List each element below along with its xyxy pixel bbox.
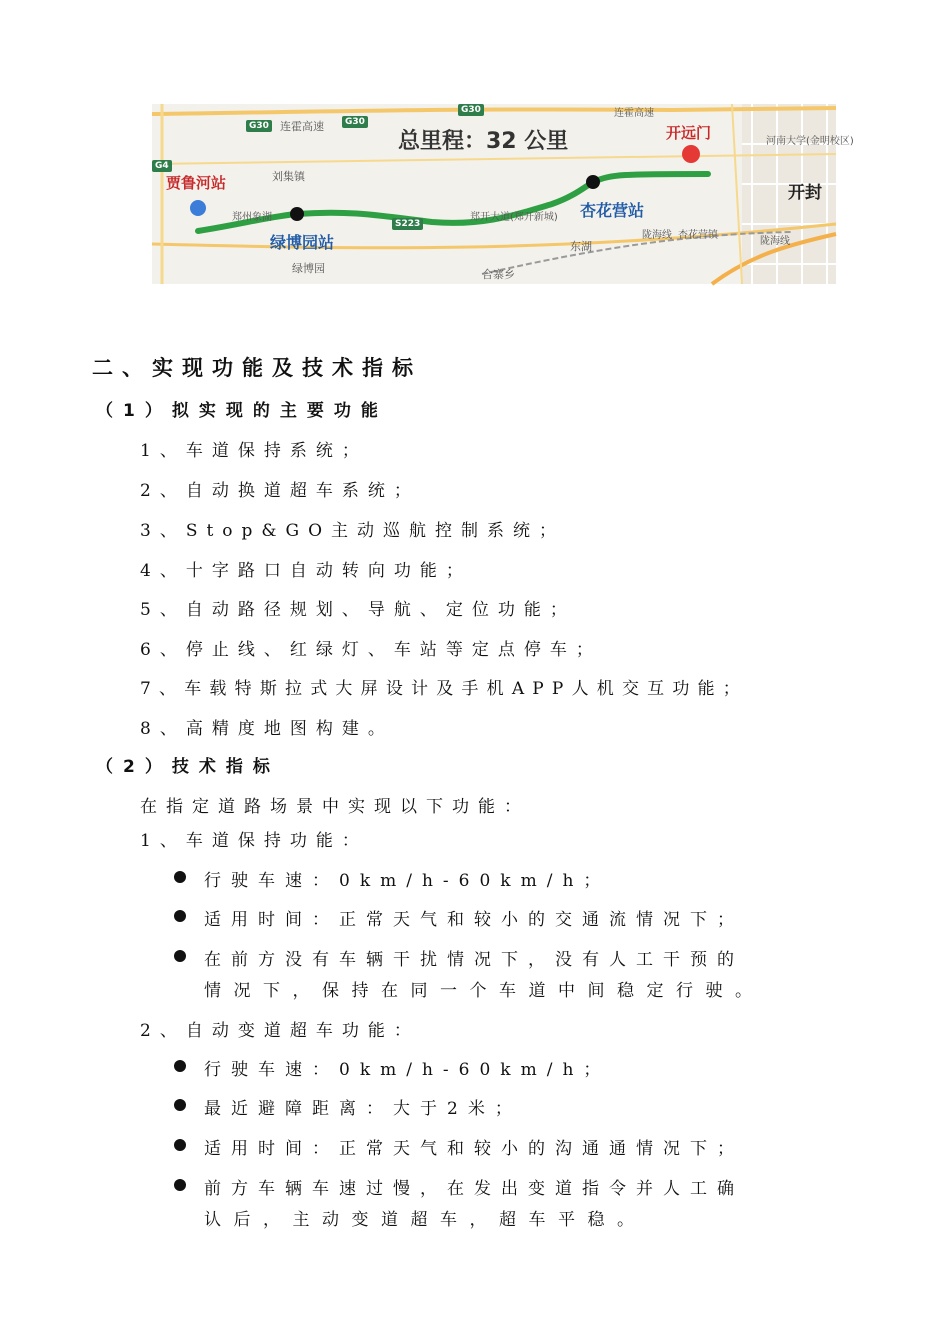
bullet-icon: [174, 950, 186, 962]
bullet-icon: [174, 871, 186, 883]
shield-g30-2: G30: [342, 116, 368, 128]
road-lianhuo-2: 连霍高速: [614, 108, 654, 119]
place-xinghuaying-town: 杏花营镇: [678, 230, 718, 241]
function-item-7: 7、车载特斯拉式大屏设计及手机APP人机交互功能；: [140, 679, 748, 699]
section-title: 二、实现功能及技术指标: [92, 356, 422, 380]
lane-change-speed: 行驶车速：0km/h-60km/h；: [204, 1060, 611, 1080]
road-lianhuo: 连霍高速: [280, 120, 324, 133]
function-item-1: 1、车道保持系统；: [140, 441, 368, 461]
lane-keep-speed: 行驶车速：0km/h-60km/h；: [204, 871, 611, 891]
function-item-2: 2、自动换道超车系统；: [140, 481, 420, 501]
place-kaifeng: 开封: [788, 183, 822, 203]
station-kaiyuanmen: 开远门: [666, 124, 712, 142]
station-lvboyuan: 绿博园站: [270, 233, 335, 252]
lane-change-title: 2、自动变道超车功能：: [140, 1021, 420, 1041]
function-item-5: 5、自动路径规划、导航、定位功能；: [140, 600, 576, 620]
subsection-2-title: （2）技术指标: [96, 757, 280, 777]
function-item-3: 3、Stop&GO主动巡航控制系统；: [140, 521, 566, 541]
function-item-8: 8、高精度地图构建。: [140, 719, 394, 739]
lane-change-condition-2: 认后，主动变道超车，超车平稳。: [204, 1210, 647, 1230]
shield-g30-1: G30: [246, 120, 272, 132]
shield-g30-3: G30: [458, 104, 484, 116]
place-zhengzhou-xianghu: 郑州象湖: [232, 212, 272, 223]
lane-keep-condition-1: 在前方没有车辆干扰情况下，没有人工干预的: [204, 950, 744, 970]
function-item-4: 4、十字路口自动转向功能；: [140, 561, 472, 581]
bullet-icon: [174, 1099, 186, 1111]
station-xinghuaying: 杏花营站: [580, 201, 645, 220]
bullet-icon: [174, 1060, 186, 1072]
tech-intro: 在指定道路场景中实现以下功能：: [140, 797, 530, 817]
bullet-icon: [174, 1139, 186, 1151]
bullet-icon: [174, 910, 186, 922]
place-henan-university: 河南大学(金明校区): [766, 136, 854, 147]
route-map: [152, 104, 854, 284]
place-lvboyuan: 绿博园: [292, 262, 325, 275]
place-liuji: 刘集镇: [272, 170, 305, 183]
lane-keep-condition-2: 情况下，保持在同一个车道中间稳定行驶。: [204, 981, 765, 1001]
road-zhengkai: 郑开大道(郑开新城): [470, 212, 558, 223]
lane-change-time: 适用时间：正常天气和较小的沟通通情况下；: [204, 1139, 744, 1159]
rail-longhai-2: 陇海线: [760, 236, 790, 247]
function-item-6: 6、停止线、红绿灯、车站等定点停车；: [140, 640, 602, 660]
place-hezhai: 合寨乡: [482, 268, 515, 281]
shield-g4: G4: [152, 160, 172, 172]
shield-s223: S223: [392, 218, 423, 230]
station-jialuhe: 贾鲁河站: [166, 174, 227, 192]
lane-keep-title: 1、车道保持功能：: [140, 831, 368, 851]
lane-change-condition-1: 前方车辆车速过慢，在发出变道指令并人工确: [204, 1179, 744, 1199]
lane-change-distance: 最近避障距离：大于2米；: [204, 1099, 522, 1119]
lane-keep-time: 适用时间：正常天气和较小的交通流情况下；: [204, 910, 744, 930]
place-dongzhan: 东湖: [570, 240, 592, 253]
rail-longhai: 陇海线: [642, 230, 672, 241]
total-distance-label: 总里程：32 公里: [398, 129, 569, 154]
subsection-1-title: （1）拟实现的主要功能: [96, 401, 388, 421]
bullet-icon: [174, 1179, 186, 1191]
